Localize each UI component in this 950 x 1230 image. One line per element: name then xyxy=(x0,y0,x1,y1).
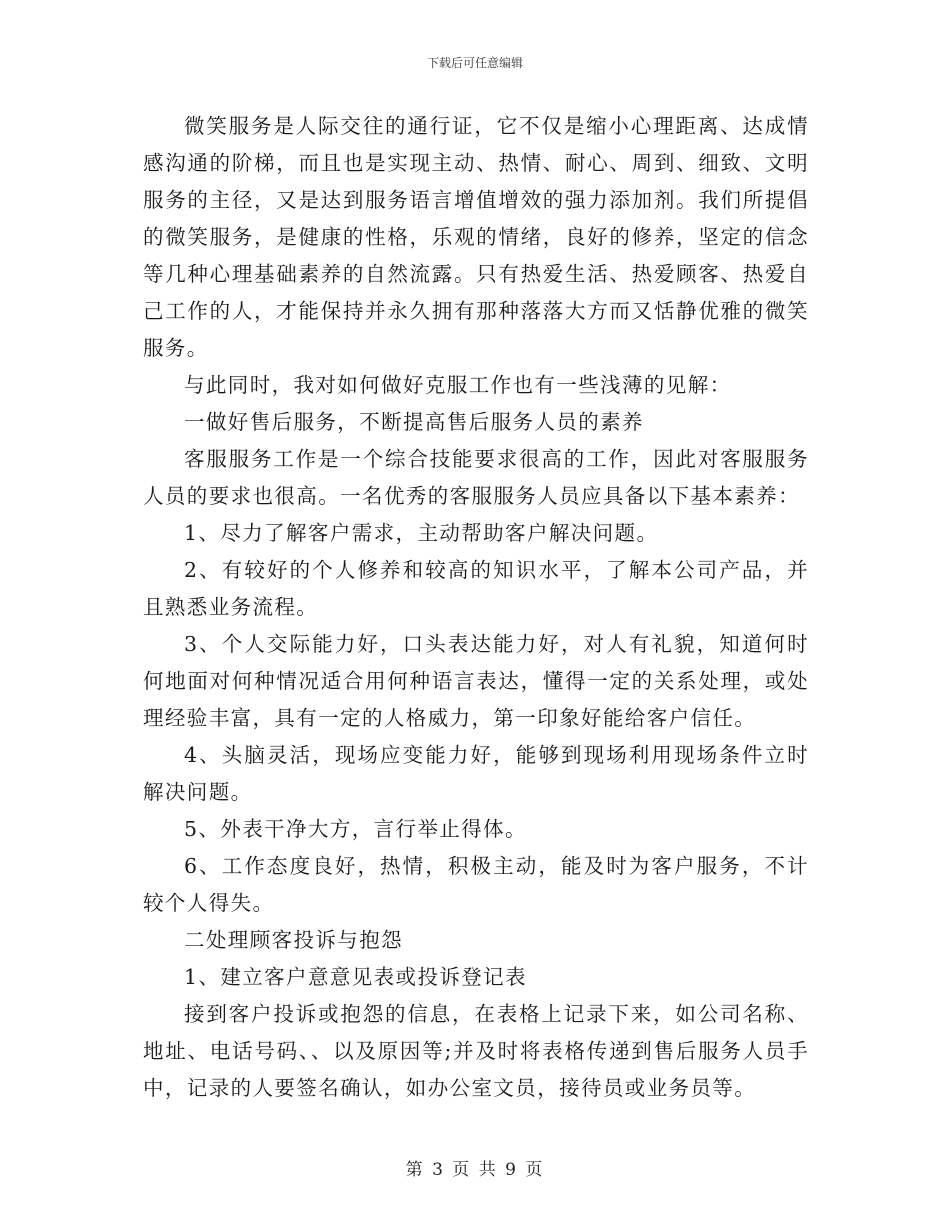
section-heading: 一做好售后服务，不断提高售后服务人员的素养 xyxy=(184,410,644,434)
section-heading: 二处理顾客投诉与抱怨 xyxy=(184,928,403,952)
page-number: 第 3 页 共 9 页 xyxy=(405,1160,545,1180)
paragraph: 微笑服务是人际交往的通行证，它不仅是缩小心理距离、达成情感沟通的阶梯，而且也是实现主动、热情、耐心、周到、细致、文明服务的主径，又是达到服务语言增值增效的强力添加剂。我们所提倡的微笑服务，是健康的性格，乐观的情绪，良好的修养，坚定的信念等几种心理基础素养的自然流露。只有热爱生活、热爱顾客、热爱自己工作的人，才能保持并永久拥有那种落落大方而又恬静优雅的微笑服务。 xyxy=(143,114,809,360)
paragraph: 接到客户投诉或抱怨的信息，在表格上记录下来，如公司名称、地址、电话号码、、以及原因等;并及时将表格传递到售后服务人员手中，记录的人要签名确认，如办公室文员，接待员或业务员等。 xyxy=(143,1002,809,1100)
list-item: 2、有较好的个人修养和较高的知识水平，了解本公司产品，并且熟悉业务流程。 xyxy=(143,558,809,619)
list-item: 1、尽力了解客户需求，主动帮助客户解决问题。 xyxy=(184,521,659,545)
page-header: 下载后可任意编辑 xyxy=(426,56,523,70)
subsection-heading: 1、建立客户意意见表或投诉登记表 xyxy=(184,965,527,989)
paragraph: 与此同时，我对如何做好克服工作也有一些浅薄的见解： xyxy=(184,373,732,397)
paragraph: 客服服务工作是一个综合技能要求很高的工作，因此对客服服务人员的要求也很高。一名优秀的客服服务人员应具备以下基本素养： xyxy=(143,447,809,508)
list-item: 4、头脑灵活，现场应变能力好，能够到现场利用现场条件立时解决问题。 xyxy=(143,743,809,804)
list-item: 3、个人交际能力好，口头表达能力好，对人有礼貌，知道何时何地面对何种情况适合用何种语言表达，懂得一定的关系处理，或处理经验丰富，具有一定的人格威力，第一印象好能给客户信任。 xyxy=(143,632,809,730)
list-item: 5、外表干净大方，言行举止得体。 xyxy=(184,817,527,841)
document-body xyxy=(143,108,809,1107)
list-item: 6、工作态度良好，热情，积极主动，能及时为客户服务，不计较个人得失。 xyxy=(143,854,809,915)
